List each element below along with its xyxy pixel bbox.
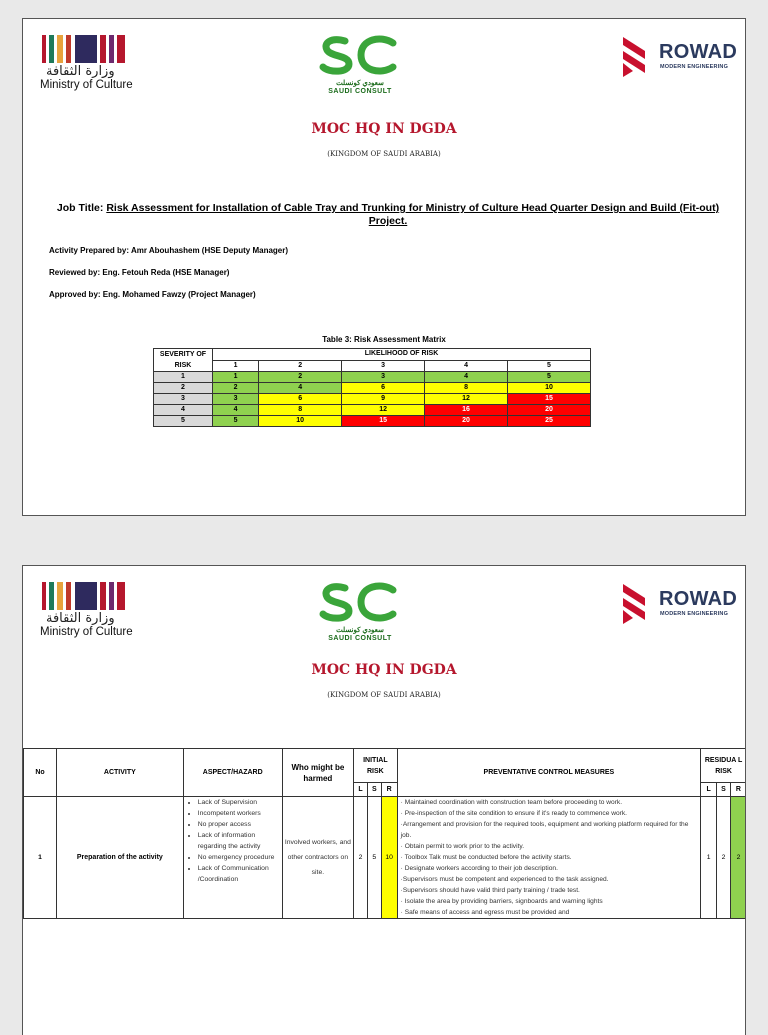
severity-header: SEVERITY OF RISK [154,349,213,372]
initial-s-header: S [367,783,381,797]
row-no: 1 [24,797,57,919]
matrix-cell: 5 [213,416,259,427]
matrix-cell: 4 [425,372,508,383]
matrix-cell: 2 [259,372,342,383]
saudi-consult-logo [315,582,405,640]
list-item: • No emergency procedure [198,852,282,863]
sc-monogram-icon [315,35,405,75]
sc-monogram-icon [315,582,405,622]
severity-value: 1 [154,372,213,383]
rowad-logo [623,584,738,624]
matrix-cell: 12 [342,405,425,416]
severity-value: 2 [154,383,213,394]
matrix-cell: 15 [342,416,425,427]
row-who-harmed: Involved workers, and other contractors on site. [282,797,353,919]
control-measure: · Isolate the area by providing barriers, signboards and warning lights [400,898,603,905]
job-title-block [43,202,733,228]
moc-arabic-name: وزارة الثقافة [46,611,115,626]
matrix-cell: 6 [342,383,425,394]
matrix-cell: 9 [342,394,425,405]
matrix-cell: 12 [425,394,508,405]
residual-l: 1 [701,797,717,919]
list-item: • Incompetent workers [198,808,282,819]
matrix-row [154,383,591,394]
matrix-cell: 15 [507,394,590,405]
control-measure: · Maintained coordination with construction team before proceeding to work. [400,799,623,806]
matrix-cell: 8 [259,405,342,416]
rowad-name: ROWAD [659,41,738,63]
list-item: • Lack of Communication /Coordination [198,863,282,885]
matrix-cell: 10 [507,383,590,394]
prepared-by: Activity Prepared by: Amr Abouhashem (HSE Deputy Manager) [49,246,289,255]
control-measure: · Safe means of access and egress must be provided and [400,909,570,916]
table-row [24,797,747,919]
col-no: No [24,749,57,797]
initial-l: 2 [354,797,368,919]
matrix-cell: 10 [259,416,342,427]
matrix-cell: 4 [259,383,342,394]
moc-logo-stripes [42,582,160,610]
saudi-consult-english: SAUDI CONSULT [328,88,392,95]
residual-s-header: S [717,783,731,797]
rowad-chevron-icon [623,37,653,77]
matrix-cell: 8 [425,383,508,394]
moc-english-name: Ministry of Culture [40,79,133,91]
hazard-list [184,797,282,885]
initial-s: 5 [367,797,381,919]
document-page-1 [22,18,746,516]
list-item: • No proper access [198,819,282,830]
initial-l-header: L [354,783,368,797]
saudi-consult-arabic: سعودي كونسلت [336,627,384,634]
list-item: • Lack of Supervision [198,797,282,808]
initial-r: 10 [381,797,397,919]
matrix-body [154,372,591,427]
likelihood-5: 5 [507,360,590,372]
matrix-row [154,372,591,383]
moc-arabic-name: وزارة الثقافة [46,64,115,79]
project-country: (KINGDOM OF SAUDI ARABIA) [327,150,441,158]
initial-r-header: R [381,783,397,797]
matrix-row [154,405,591,416]
rowad-chevron-icon [623,584,653,624]
likelihood-1: 1 [213,360,259,372]
project-country: (KINGDOM OF SAUDI ARABIA) [327,691,441,699]
saudi-consult-english: SAUDI CONSULT [328,635,392,642]
ministry-of-culture-logo [40,35,160,95]
moc-english-name: Ministry of Culture [40,626,133,638]
rowad-name: ROWAD [659,588,738,610]
severity-value: 4 [154,405,213,416]
matrix-cell: 16 [425,405,508,416]
control-measure: · Pre-inspection of the site condition to ensure if it's ready to commence work. [400,810,627,817]
control-measure: · Designate workers according to their job description. [400,865,558,872]
job-title-label: Job Title: [56,202,104,214]
reviewed-by: Reviewed by: Eng. Fetouh Reda (HSE Manager) [49,268,230,277]
residual-r-header: R [730,783,746,797]
matrix-cell: 3 [342,372,425,383]
likelihood-2: 2 [259,360,342,372]
control-measure: ·Supervisors should have valid third party training / trade test. [400,887,580,894]
row-control-measures [397,797,700,919]
saudi-consult-arabic: سعودي كونسلت [336,80,384,87]
matrix-cell: 25 [507,416,590,427]
residual-l-header: L [701,783,717,797]
matrix-cell: 20 [507,405,590,416]
moc-logo-stripes [42,35,160,63]
matrix-cell: 1 [213,372,259,383]
list-item: • Lack of information regarding the activity [198,830,282,852]
document-page-2 [22,565,746,1035]
matrix-cell: 6 [259,394,342,405]
matrix-cell: 20 [425,416,508,427]
control-measure: ·Arrangement and provision for the required tools, equipment and working platform required for the job. [400,821,689,839]
matrix-row [154,416,591,427]
control-measure: ·Supervisors must be competent and experienced to the task assigned. [400,876,609,883]
rowad-logo [623,37,738,77]
residual-s: 2 [717,797,731,919]
matrix-title: Table 3: Risk Assessment Matrix [322,335,446,344]
project-title: MOC HQ IN DGDA [311,121,457,137]
likelihood-header: LIKELIHOOD OF RISK [213,349,591,361]
residual-r: 2 [730,797,746,919]
rowad-subtitle: MODERN ENGINEERING [660,64,729,70]
likelihood-4: 4 [425,360,508,372]
risk-assessment-table [23,748,746,919]
col-control-measures: PREVENTATIVE CONTROL MEASURES [397,749,700,797]
likelihood-row [154,360,591,372]
control-measure: · Obtain permit to work prior to the activity. [400,843,525,850]
matrix-cell: 4 [213,405,259,416]
col-initial-risk: INITIAL RISK [354,749,398,783]
col-who-harmed: Who might be harmed [282,749,353,797]
row-activity: Preparation of the activity [57,797,184,919]
control-measure: · Toolbox Talk must be conducted before the activity starts. [400,854,572,861]
matrix-cell: 5 [507,372,590,383]
job-title-text: Risk Assessment for Installation of Cable Tray and Trunking for Ministry of Culture Head Quarter Design and Build (Fit-out) Project. [106,202,720,227]
project-title: MOC HQ IN DGDA [311,662,457,678]
rowad-subtitle: MODERN ENGINEERING [660,611,729,617]
severity-value: 3 [154,394,213,405]
col-aspect-hazard: ASPECT/HAZARD [183,749,282,797]
likelihood-3: 3 [342,360,425,372]
severity-value: 5 [154,416,213,427]
row-hazards [183,797,282,919]
matrix-row [154,394,591,405]
risk-matrix-table [153,348,591,427]
ministry-of-culture-logo [40,582,160,642]
matrix-cell: 3 [213,394,259,405]
col-activity: ACTIVITY [57,749,184,797]
saudi-consult-logo [315,35,405,93]
matrix-cell: 2 [213,383,259,394]
col-residual-risk: RESIDUA L RISK [701,749,746,783]
approved-by: Approved by: Eng. Mohamed Fawzy (Project Manager) [49,290,256,299]
